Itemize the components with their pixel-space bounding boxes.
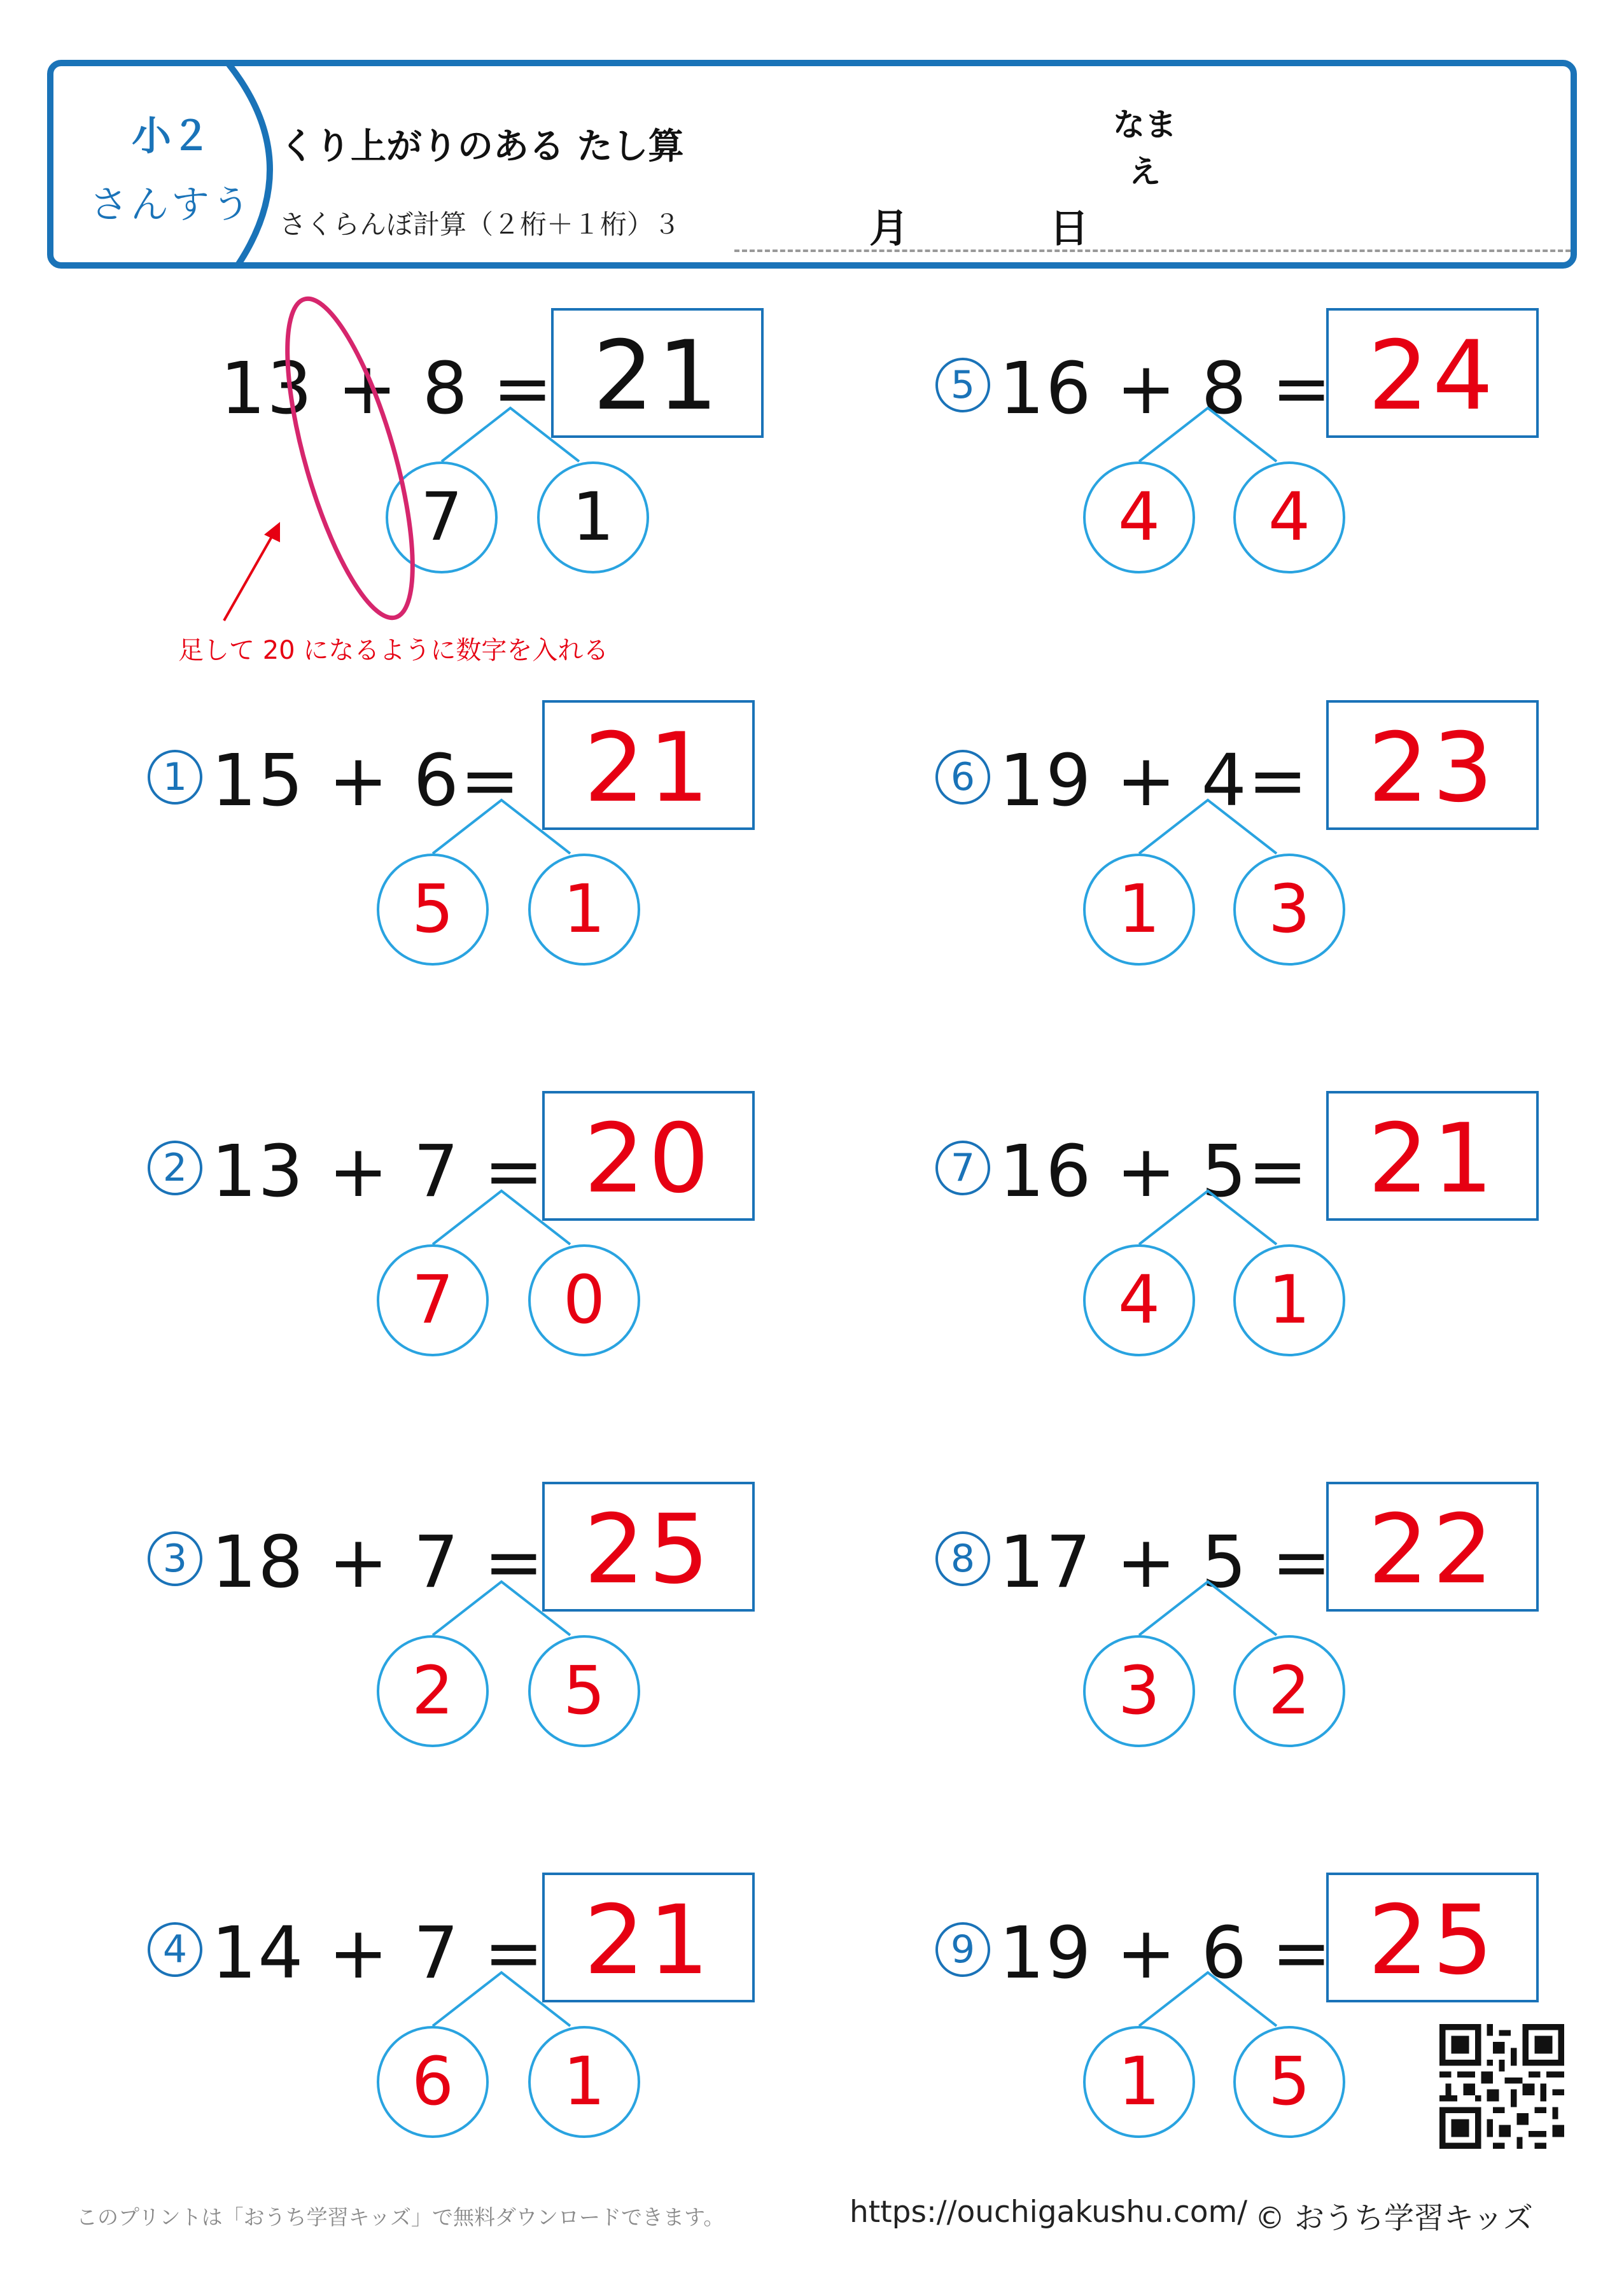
- problem-5: [935, 308, 1624, 626]
- answer-value: 21: [1368, 1104, 1497, 1214]
- highlight-ellipse: [262, 287, 438, 629]
- qr-code-icon[interactable]: [1439, 2024, 1564, 2149]
- expression: 17 + 5 =: [999, 1521, 1333, 1604]
- split-circle-left[interactable]: 6: [377, 2026, 489, 2138]
- subject-label: さんすう: [90, 183, 253, 227]
- problem-number: 3: [148, 1531, 202, 1586]
- expression: 18 + 7 =: [211, 1521, 545, 1604]
- problem-2: [148, 1091, 848, 1409]
- expression: 13 + 7 =: [211, 1130, 545, 1213]
- branch-lines: [148, 700, 848, 1018]
- worksheet-title: くり上がりのある たし算: [279, 126, 684, 167]
- problem-4: [148, 1873, 848, 2191]
- split-circle-right[interactable]: 2: [1233, 1635, 1345, 1747]
- split-circle-right[interactable]: 5: [528, 1635, 640, 1747]
- split-circle-right[interactable]: 1: [537, 461, 649, 573]
- split-circle-right[interactable]: 0: [528, 1244, 640, 1356]
- split-circle-right[interactable]: 5: [1233, 2026, 1345, 2138]
- name-label: なまえ: [1113, 106, 1177, 190]
- expression: 15 + 6=: [211, 740, 521, 822]
- answer-value: 20: [584, 1104, 713, 1214]
- hint-arrow-line: [224, 533, 274, 621]
- problem-number: 8: [935, 1531, 990, 1586]
- grade-label: 小２: [131, 113, 211, 159]
- split-circle-right[interactable]: 1: [528, 2026, 640, 2138]
- split-circle-right[interactable]: 1: [528, 854, 640, 966]
- split-circle-right[interactable]: 4: [1233, 461, 1345, 573]
- split-circle-left[interactable]: 2: [377, 1635, 489, 1747]
- answer-value: 23: [1368, 713, 1497, 824]
- problem-number: 2: [148, 1141, 202, 1195]
- answer-value: 25: [584, 1494, 713, 1605]
- expression: 16 + 5=: [999, 1130, 1309, 1213]
- split-circle-right[interactable]: 1: [1233, 1244, 1345, 1356]
- split-circle-left[interactable]: 4: [1083, 1244, 1195, 1356]
- expression: 13 + 8 =: [220, 348, 554, 430]
- problem-number: 1: [148, 750, 202, 805]
- expression: 14 + 7 =: [211, 1912, 545, 1995]
- problem-1: [148, 700, 848, 1018]
- hint-text: 足して 20 になるように数字を入れる: [178, 636, 609, 665]
- answer-value: 25: [1368, 1885, 1497, 1996]
- month-label: 月: [869, 205, 909, 251]
- problem-number: 4: [148, 1922, 202, 1977]
- split-circle-left[interactable]: 4: [1083, 461, 1195, 573]
- problem-number: 6: [935, 750, 990, 805]
- problem-6: [935, 700, 1624, 1018]
- problem-7: [935, 1091, 1624, 1409]
- footer-url-link[interactable]: https://ouchigakushu.com/: [850, 2195, 1248, 2230]
- expression: 19 + 6 =: [999, 1912, 1333, 1995]
- split-circle-left[interactable]: 7: [377, 1244, 489, 1356]
- branch-lines: [148, 1873, 848, 2191]
- expression: 16 + 8 =: [999, 348, 1333, 430]
- problem-number: 7: [935, 1141, 990, 1195]
- problem-number: 9: [935, 1922, 990, 1977]
- answer-value: 21: [584, 713, 713, 824]
- expression: 19 + 4=: [999, 740, 1309, 822]
- answer-value: 21: [592, 321, 722, 432]
- problem-number: 5: [935, 358, 990, 412]
- day-label: 日: [1049, 205, 1089, 251]
- branch-lines: [148, 1482, 848, 1800]
- answer-value: 21: [584, 1885, 713, 1996]
- footer-copyright: © おうち学習キッズ: [1255, 2201, 1533, 2236]
- answer-value: 22: [1368, 1494, 1497, 1605]
- hint-arrowhead: [264, 522, 280, 542]
- footer-note: このプリントは「おうち学習キッズ」で無料ダウンロードできます。: [76, 2205, 725, 2230]
- split-circle-left[interactable]: 7: [386, 461, 498, 573]
- split-circle-right[interactable]: 3: [1233, 854, 1345, 966]
- problem-3: [148, 1482, 848, 1800]
- split-circle-left[interactable]: 1: [1083, 854, 1195, 966]
- split-circle-left[interactable]: 3: [1083, 1635, 1195, 1747]
- split-circle-left[interactable]: 5: [377, 854, 489, 966]
- answer-value: 24: [1368, 321, 1497, 432]
- branch-lines: [148, 1091, 848, 1409]
- split-circle-left[interactable]: 1: [1083, 2026, 1195, 2138]
- problem-8: [935, 1482, 1624, 1800]
- worksheet-subtitle: さくらんぼ計算（２桁＋１桁）３: [279, 209, 681, 240]
